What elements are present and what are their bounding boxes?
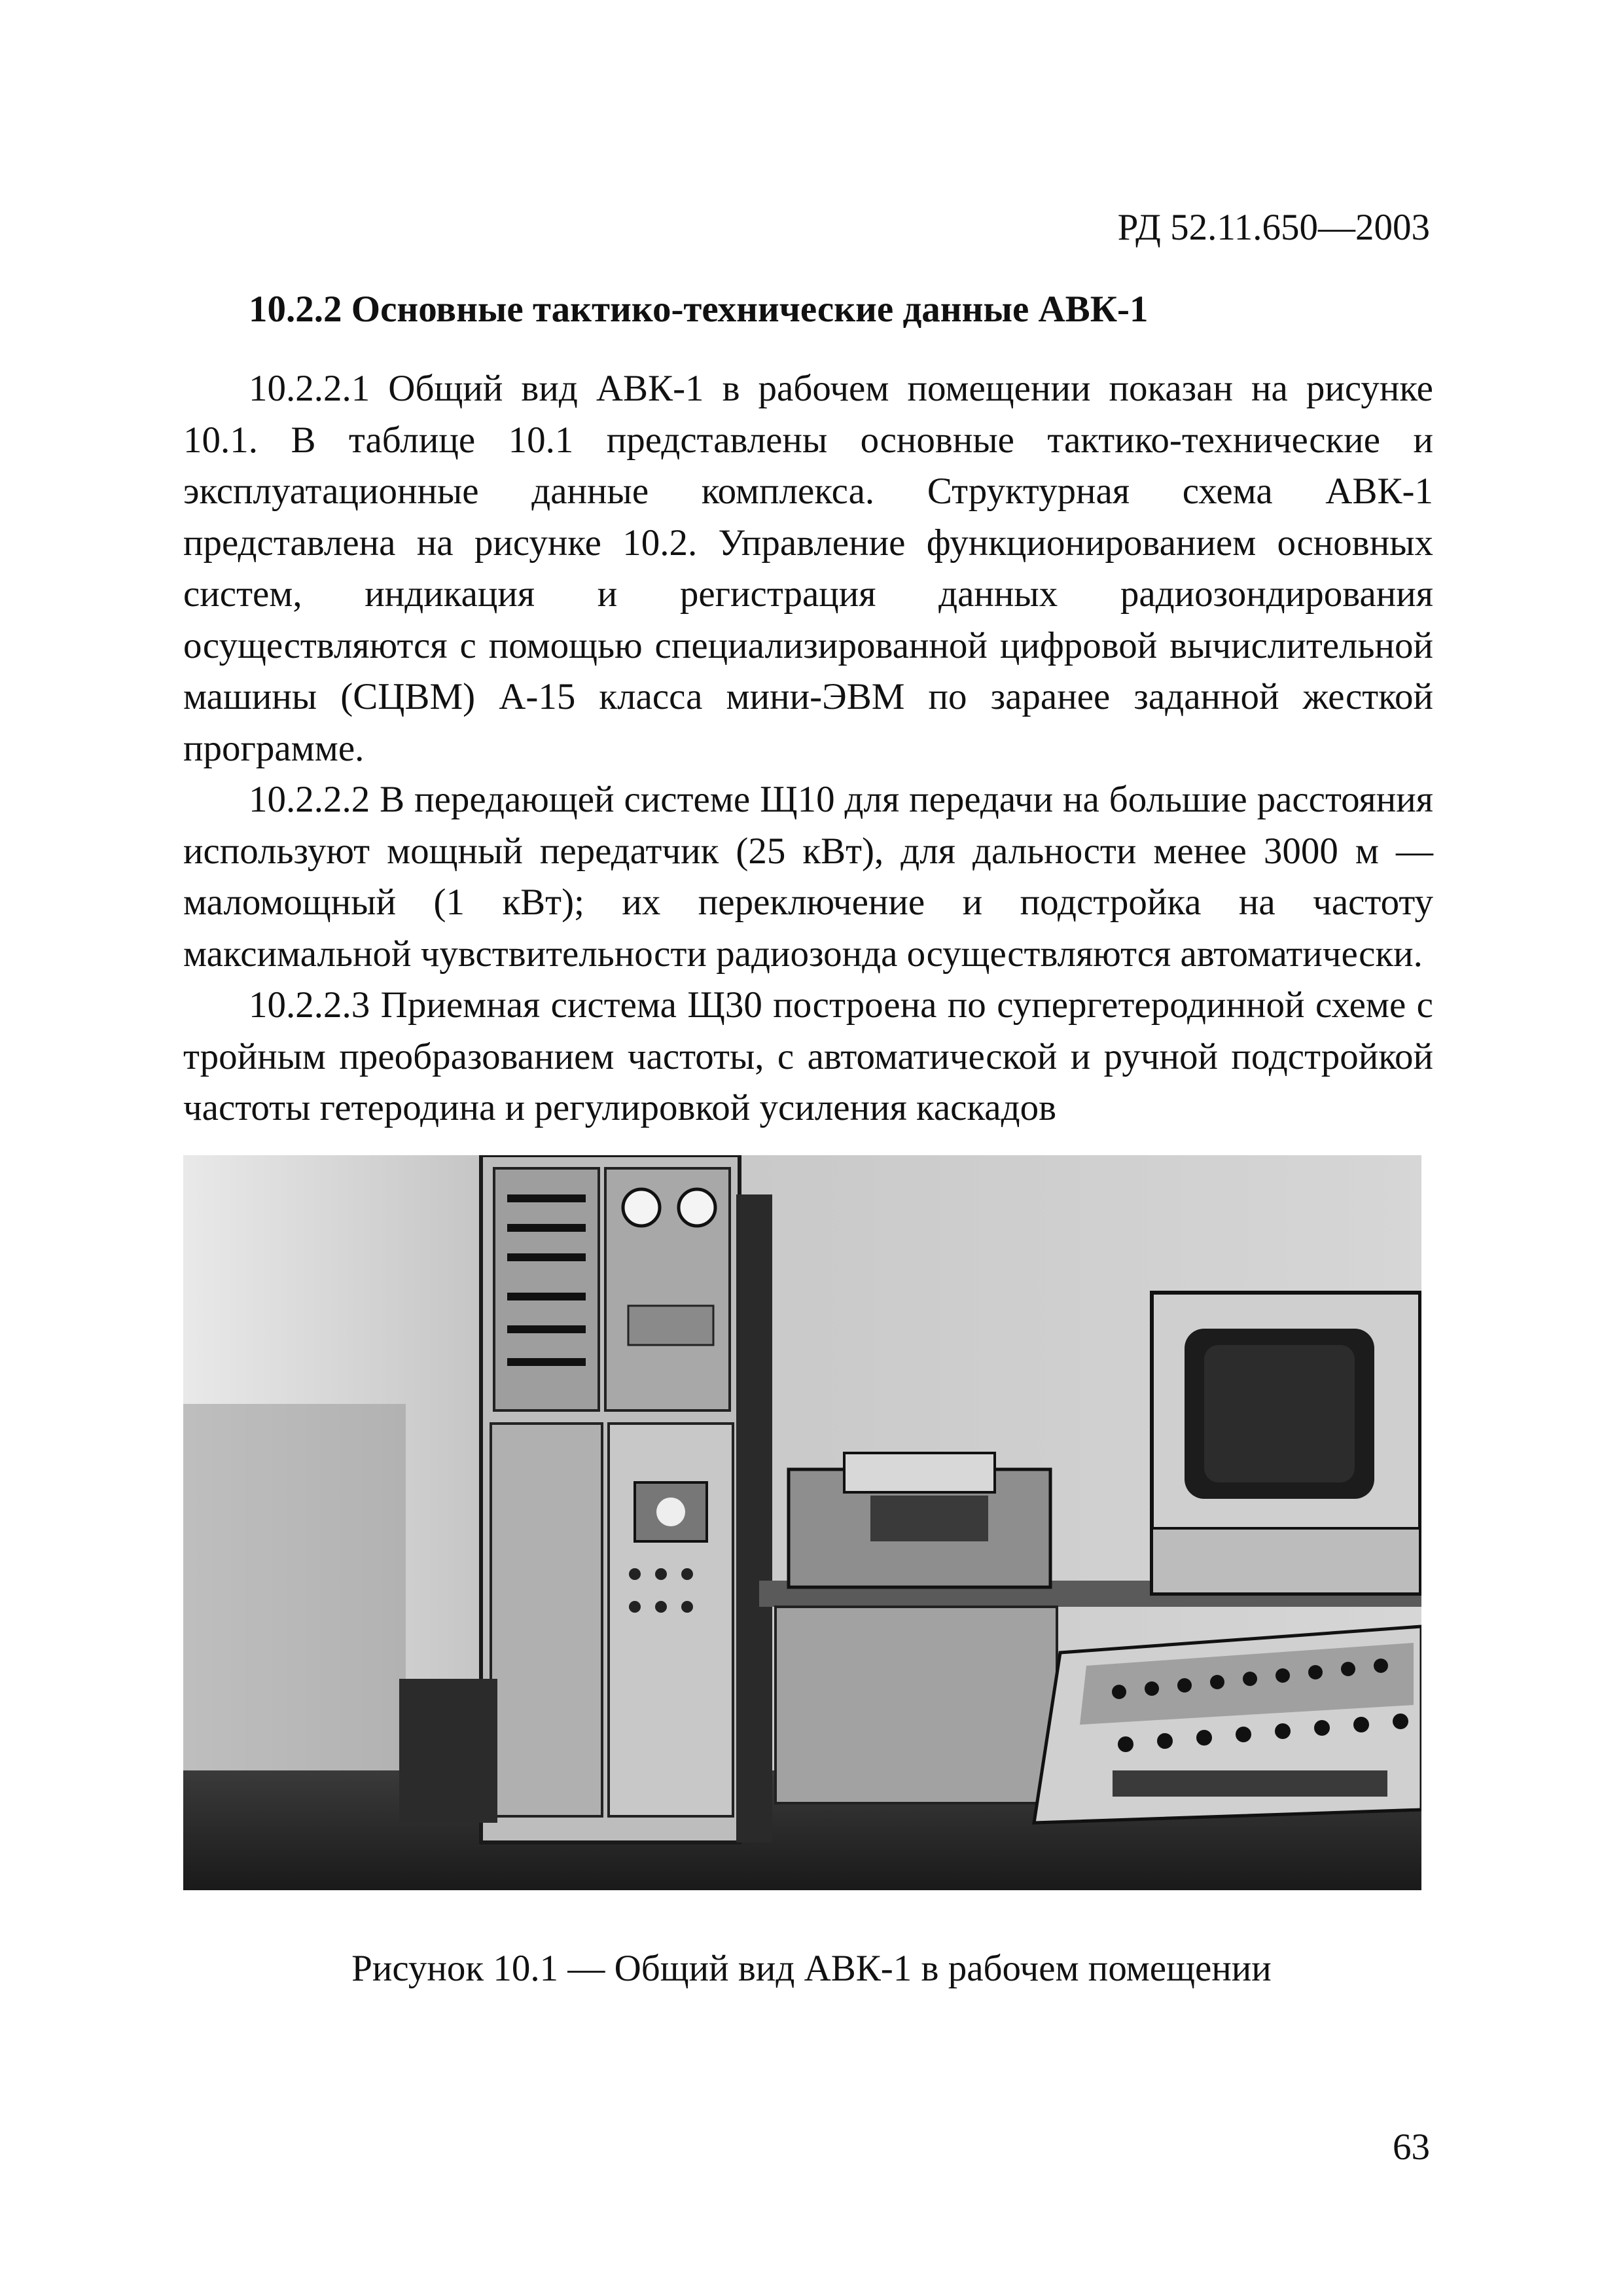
section-heading: 10.2.2 Основные тактико-технические данные АВК-1 bbox=[249, 289, 1149, 330]
figure-photo bbox=[183, 1155, 1421, 1890]
meter-dial-right bbox=[679, 1189, 715, 1226]
page-number: 63 bbox=[1393, 2126, 1430, 2168]
paragraph-10-2-2-1: 10.2.2.1 Общий вид АВК-1 в рабочем помещении показан на рисунке 10.1. В таблице 10.1 представлены основные тактико-технические и эксплуатационные данные комплекса. Структурная схема АВК-1 представлена на рисунке 10.2. Управление функционированием основных систем, индикация и регистрация данных радиозондирования осуществляются с помощью специализированной цифровой вычислительной машины (СЦВМ) А-15 класса мини-ЭВМ по заранее заданной жесткой программе. bbox=[183, 368, 1433, 769]
paragraph-10-2-2-2: 10.2.2.2 В передающей системе Щ10 для передачи на большие расстояния используют мощный передатчик (25 кВт), для дальности менее 3000 м — маломощный (1 кВт); их переключение и подстройка на частоту максимальной чувствительности радиозонда осуществляются автоматически. bbox=[183, 779, 1433, 975]
meter-dial-left bbox=[623, 1189, 660, 1226]
dark-object bbox=[399, 1679, 497, 1823]
desk-cabinet bbox=[776, 1607, 1057, 1803]
printer-unit bbox=[789, 1453, 1050, 1587]
figure-caption: Рисунок 10.1 — Общий вид АВК-1 в рабочем помещении bbox=[351, 1948, 1272, 1989]
equipment-rack bbox=[481, 1155, 772, 1842]
document-code: РД 52.11.650—2003 bbox=[1117, 207, 1430, 248]
control-console bbox=[1034, 1626, 1421, 1823]
paragraph-10-2-2-3: 10.2.2.3 Приемная система Щ30 построена по супергетеродинной схеме с тройным преобразованием частоты, с автоматической и ручной подстройкой частоты гетеродина и регулировкой усиления каскадов bbox=[183, 984, 1433, 1128]
crt-monitor bbox=[1152, 1293, 1420, 1594]
body-text bbox=[183, 363, 1433, 1134]
